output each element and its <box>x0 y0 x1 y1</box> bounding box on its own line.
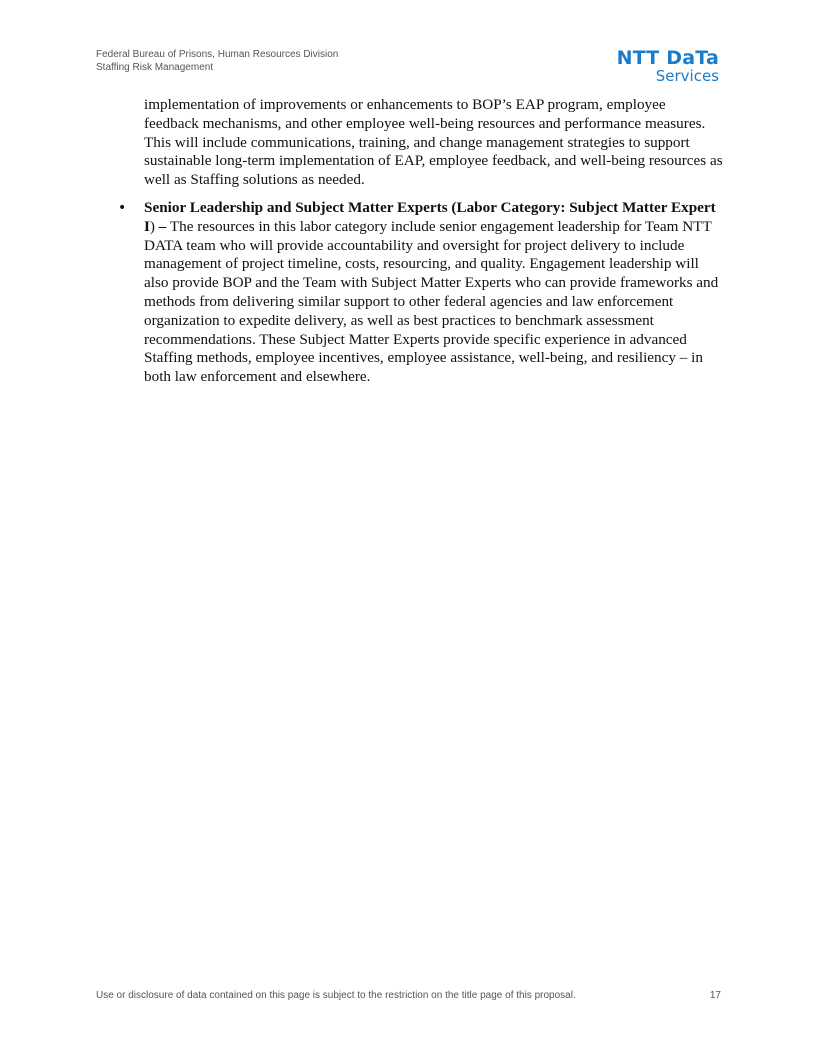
page-footer <box>96 990 721 1001</box>
bullet-dash: – <box>154 217 167 235</box>
bullet-icon: • <box>118 199 127 216</box>
header-organization: Federal Bureau of Prisons, Human Resources Division <box>96 49 339 60</box>
logo-subtitle: Services <box>655 67 719 85</box>
header-project-title: Staffing Risk Management <box>96 62 214 73</box>
bullet-heading: Senior Leadership and Subject Matter Experts (Labor Category: Subject Matter Expert I <box>144 198 716 235</box>
logo-brand: NTT DaTa <box>616 47 719 69</box>
bullet-description: The resources in this labor category include senior engagement leadership for Team NTT DATA team who will provide accountability and oversight for project delivery to include management of project timeline, costs, resourcing, and quality. Engagement leadership will also provide BOP and the Team with Subject Matter Experts who can provide frameworks and methods from delivering similar support to other federal agencies and law enforcement organization to expedite delivery, as well as best practices to benchmark assessment recommendations. These Subject Matter Experts provide specific experience in advanced Staffing methods, employee incentives, employee assistance, well-being, and resiliency – in both law enforcement and elsewhere. <box>144 217 719 386</box>
continuation-paragraph: implementation of improvements or enhancements to BOP’s EAP program, employee feedback mechanisms, and other employee well-being resources and performance measures. This will include communications, training, and change management strategies to support sustainable long-term implementation of EAP, employee feedback, and well-being resources as well as Staffing solutions as needed. <box>144 96 723 189</box>
document-body <box>118 96 724 387</box>
page-header <box>96 48 338 74</box>
bullet-heading-paren: ) <box>149 217 155 235</box>
ntt-data-logo <box>617 48 719 84</box>
page-number: 17 <box>709 990 721 1001</box>
footer-notice: Use or disclosure of data contained on this page is subject to the restriction on the title page of this proposal. <box>96 990 576 1001</box>
list-item <box>118 198 724 387</box>
